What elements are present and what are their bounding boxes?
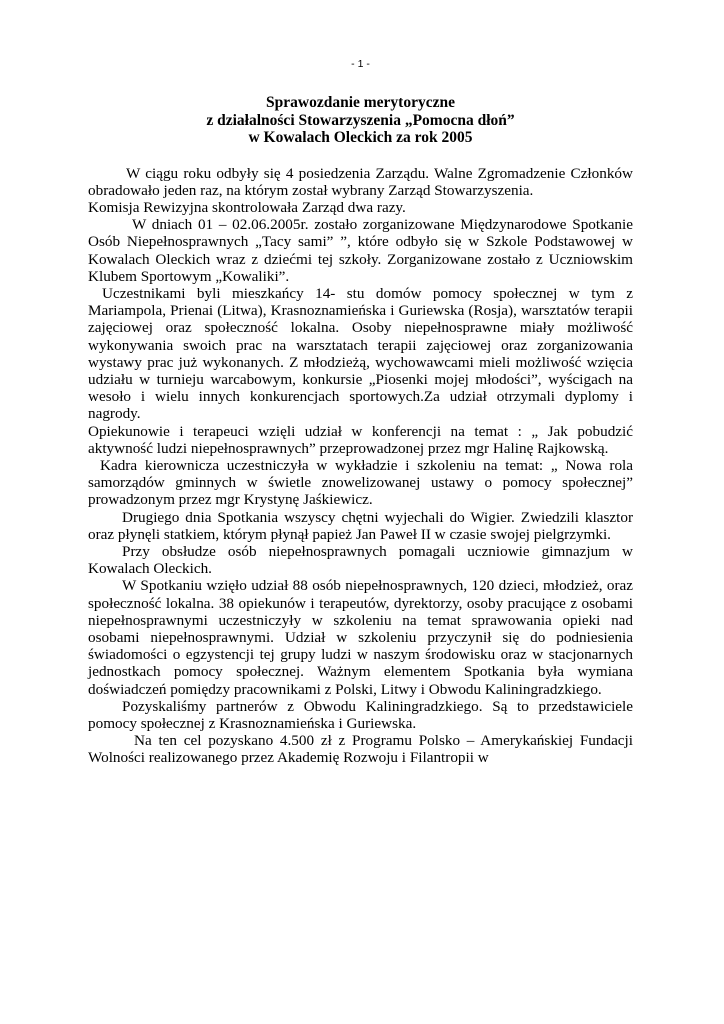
title-line-3: w Kowalach Oleckich za rok 2005	[248, 129, 473, 146]
paragraph-student-helpers: Przy obsłudze osób niepełnosprawnych pomagali uczniowie gimnazjum w Kowalach Oleckich.	[88, 542, 633, 578]
paragraph-conference: Opiekunowie i terapeuci wzięli udział w konferencji na temat : „ Jak pobudzić aktywność ludzi niepełnosprawnych” przeprowadzonej przez mgr Halinę Rajkowską.	[88, 422, 633, 457]
title-line-2: z działalności Stowarzyszenia „Pomocna dłoń”	[206, 111, 515, 129]
paragraph-board-meetings: W ciągu roku odbyły się 4 posiedzenia Zarządu. Walne Zgromadzenie Członków obradowało jeden raz, na którym został wybrany Zarząd Stowarzyszenia.	[88, 164, 633, 199]
paragraph-audit-committee: Komisja Rewizyjna skontrolowała Zarząd dwa razy.	[88, 198, 406, 216]
page-number: - 1 -	[351, 58, 370, 70]
report-body	[88, 165, 633, 767]
paragraph-partners: Pozyskaliśmy partnerów z Obwodu Kaliningradzkiego. Są to przedstawiciele pomocy społecznej z Krasnoznamieńska i Guriewska.	[88, 697, 633, 732]
paragraph-management-training: Kadra kierownicza uczestniczyła w wykładzie i szkoleniu na temat: „ Nowa rola samorządów gminnych w świetle znowelizowanej ustawy o pomocy społecznej” prowadzonym przez mgr Krystynę Jaśkiewicz.	[88, 456, 633, 509]
title-line-1: Sprawozdanie merytoryczne	[266, 94, 455, 111]
paragraph-wigry-trip: Drugiego dnia Spotkania wszyscy chętni wyjechali do Wigier. Zwiedzili klasztor oraz płynęli statkiem, którym płynął papież Jan Paweł II w czasie swojej pielgrzymki.	[88, 508, 633, 543]
paragraph-attendance: W Spotkaniu wzięło udział 88 osób niepełnosprawnych, 120 dzieci, młodzież, oraz społeczność lokalna. 38 opiekunów i terapeutów, dyrektorzy, osoby pracujące z osobami niepełnosprawnymi uczestniczyły w szkoleniu na temat sprawowania opieki nad osobami niepełnosprawnymi. Udział w szkoleniu przyczynił się do podniesienia świadomości o egzystencji tej grupy ludzi w naszym środowisku oraz w stacjonarnych jednostkach pomocy społecznej. Ważnym elementem Spotkania była wymiana doświadczeń pomiędzy pracownikami z Polski, Litwy i Obwodu Kaliningradzkiego.	[88, 577, 633, 698]
document-page	[88, 58, 633, 767]
document-title	[88, 94, 633, 147]
paragraph-participants: Uczestnikami byli mieszkańcy 14- stu domów pomocy społecznej w tym z Mariampola, Prienai (Litwa), Krasnoznamieńska i Guriewska (Rosja), warsztatów terapii zajęciowej oraz społeczność lokalna. Osoby niepełnosprawne miały możliwość wykonywania swoich prac na warsztatach terapii zajęciowej oraz zorganizowania wystawy prac już wykonanych. Z młodzieżą, wychowawcami mieli możliwość wzięcia udziału w turnieju warcabowym, konkursie „Piosenki mojej młodości”, wyścigach na wesoło i wielu innych konkurencjach sportowych.Za udział otrzymali dyplomy i nagrody.	[88, 284, 633, 423]
paragraph-funding: Na ten cel pozyskano 4.500 zł z Programu Polsko – Amerykańskiej Fundacji Wolności realizowanego przez Akademię Rozwoju i Filantropii w	[88, 732, 633, 767]
paragraph-international-meeting: W dniach 01 – 02.06.2005r. zostało zorganizowane Międzynarodowe Spotkanie Osób Niepełnosprawnych „Tacy sami” ”, które odbyło się w Szkole Podstawowej w Kowalach Oleckich wraz z dziećmi tej szkoły. Zorganizowane zostało z Uczniowskim Klubem Sportowym „Kowaliki”.	[88, 216, 633, 285]
